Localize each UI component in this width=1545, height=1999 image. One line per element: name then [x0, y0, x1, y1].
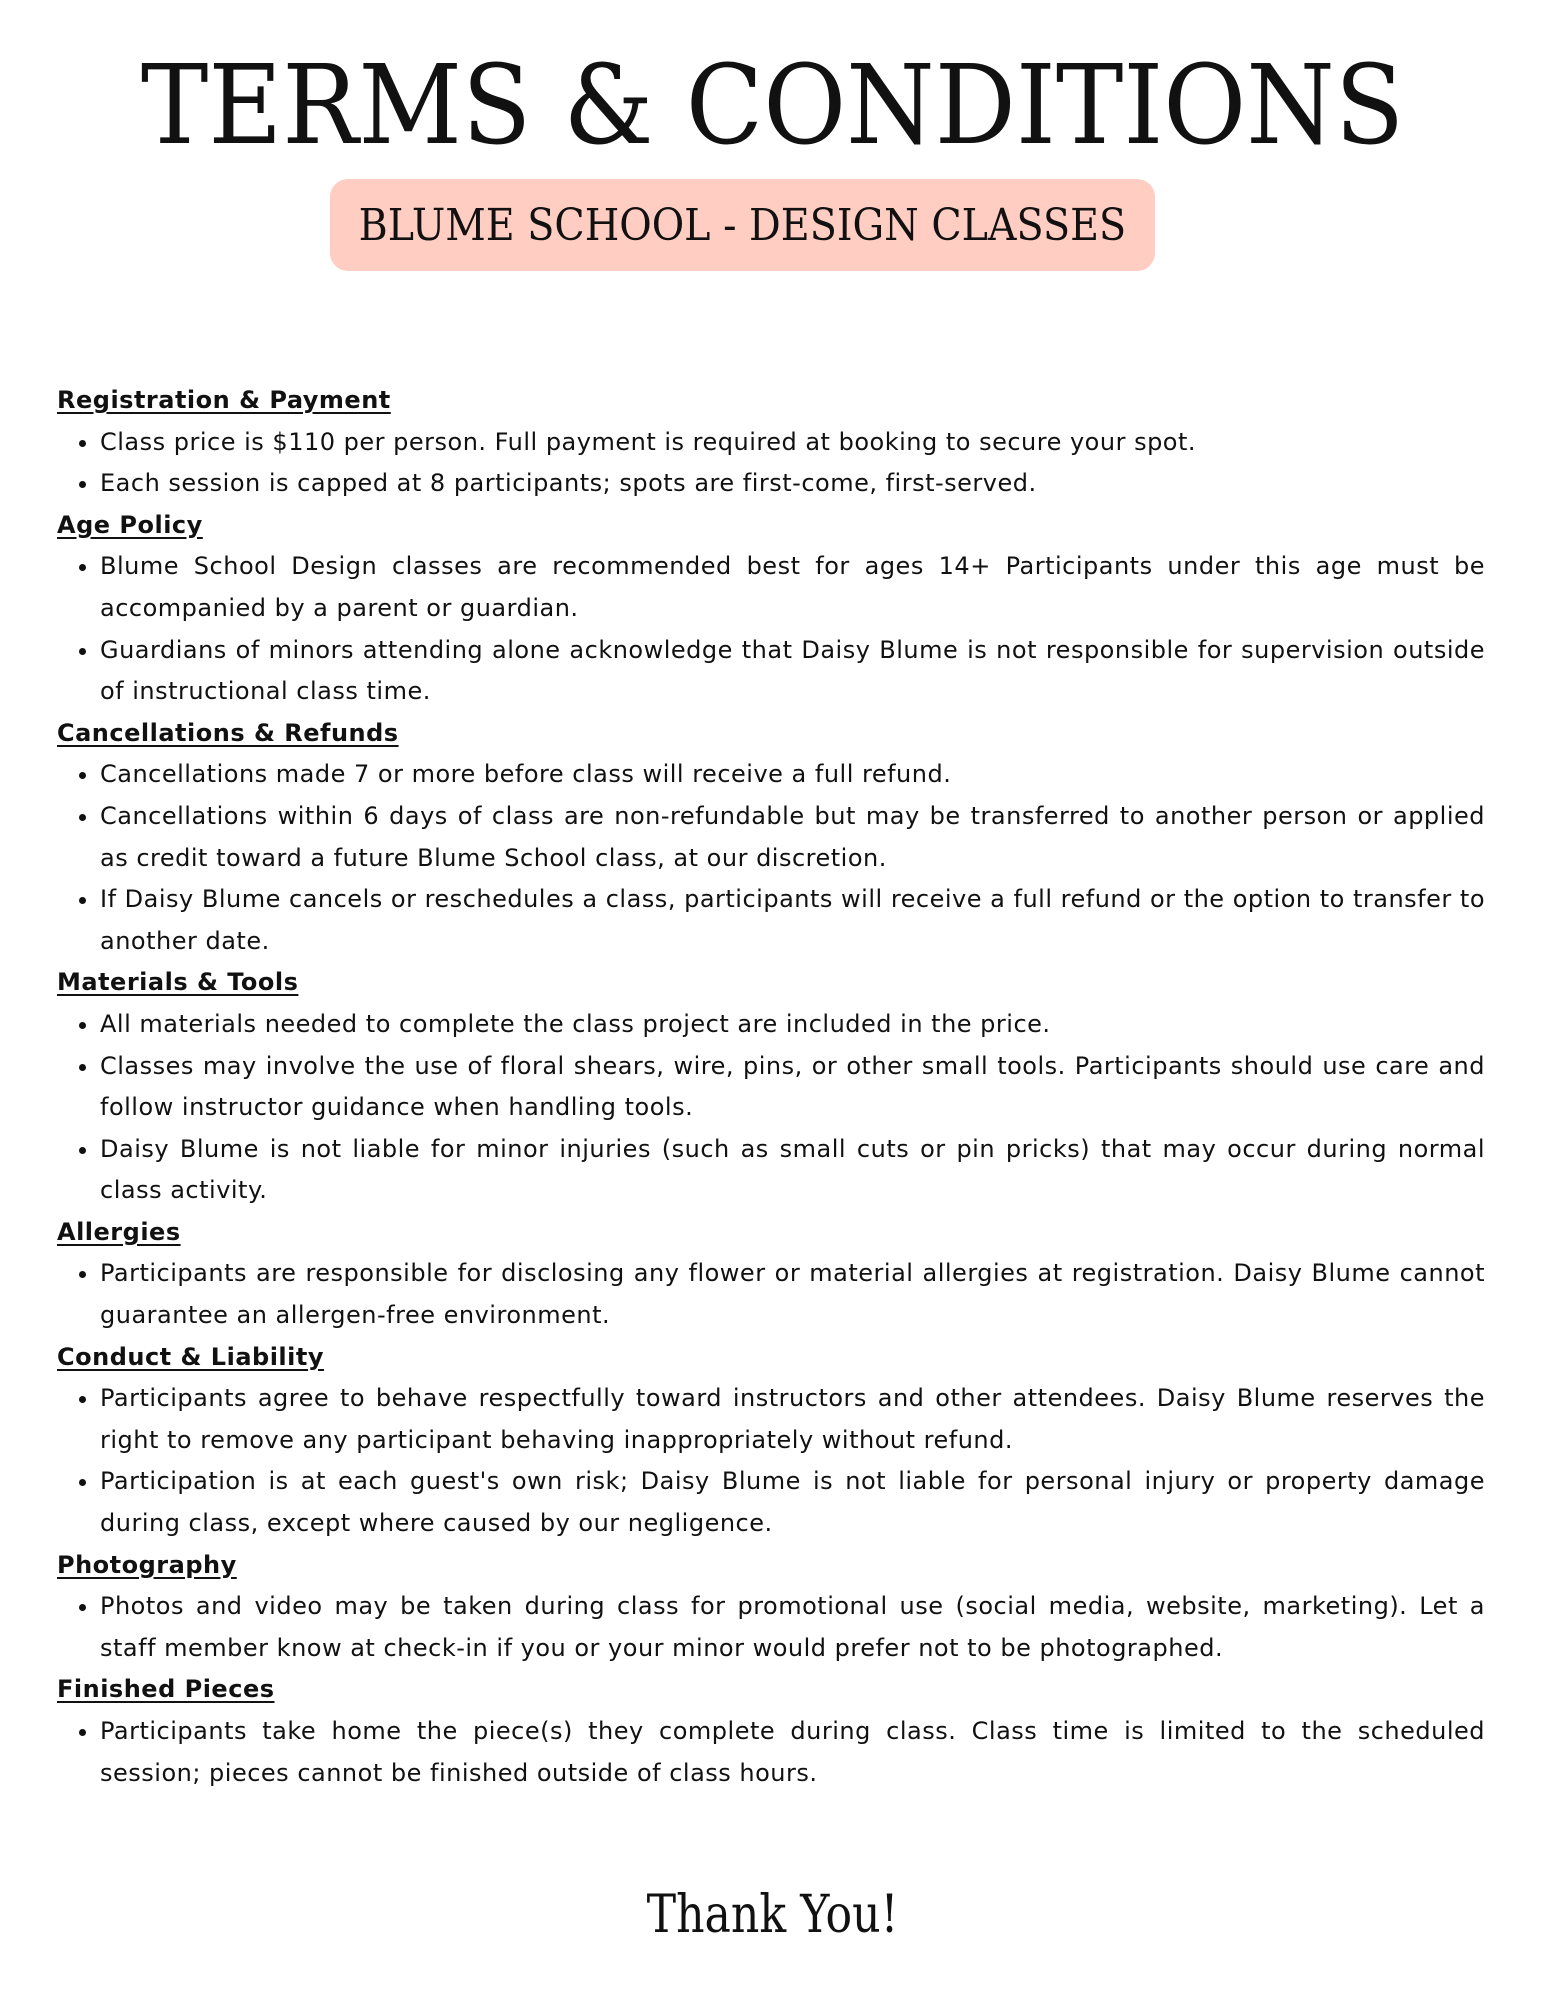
section-heading: Cancellations & Refunds — [57, 718, 399, 747]
list-item: • Daisy Blume is not liable for minor injuries (such as small cuts or pin pricks) that may occur during normal class activity. — [100, 1129, 1485, 1212]
list-item: • Participation is at each guest's own risk; Daisy Blume is not liable for personal injury or property damage during class, except where caused by our negligence. — [100, 1461, 1485, 1544]
section-heading: Conduct & Liability — [57, 1342, 324, 1371]
subtitle: BLUME SCHOOL - DESIGN CLASSES — [358, 199, 1127, 251]
list-item: • All materials needed to complete the class project are included in the price. — [100, 1004, 1485, 1046]
section-list — [57, 1004, 1485, 1212]
section-finished-pieces — [57, 1669, 1485, 1794]
list-item: • Each session is capped at 8 participants; spots are first-come, first-served. — [100, 463, 1485, 505]
list-item: • Cancellations made 7 or more before class will receive a full refund. — [100, 754, 1485, 796]
section-list — [57, 1586, 1485, 1669]
list-item: • Class price is $110 per person. Full payment is required at booking to secure your spot. — [100, 422, 1485, 464]
section-heading: Photography — [57, 1550, 237, 1579]
section-photography — [57, 1545, 1485, 1670]
subtitle-banner — [330, 179, 1155, 271]
section-materials-tools — [57, 962, 1485, 1212]
section-registration-payment — [57, 380, 1485, 505]
section-heading: Allergies — [57, 1217, 181, 1246]
list-item: • Cancellations within 6 days of class are non-refundable but may be transferred to another person or applied as credit toward a future Blume School class, at our discretion. — [100, 796, 1485, 879]
list-item: • Participants are responsible for disclosing any flower or material allergies at registration. Daisy Blume cannot guarantee an allergen-free environment. — [100, 1253, 1485, 1336]
list-item: • Blume School Design classes are recommended best for ages 14+ Participants under this age must be accompanied by a parent or guardian. — [100, 546, 1485, 629]
list-item: • Guardians of minors attending alone acknowledge that Daisy Blume is not responsible for supervision outside of instructional class time. — [100, 630, 1485, 713]
section-heading: Age Policy — [57, 510, 203, 539]
thank-you-footer: Thank You! — [646, 1885, 899, 1945]
list-item: • Participants agree to behave respectfully toward instructors and other attendees. Daisy Blume reserves the right to remove any participant behaving inappropriately without refund. — [100, 1378, 1485, 1461]
section-allergies — [57, 1212, 1485, 1337]
section-heading: Materials & Tools — [57, 968, 299, 997]
list-item: • If Daisy Blume cancels or reschedules a class, participants will receive a full refund or the option to transfer to another date. — [100, 879, 1485, 962]
page-title: TERMS & CONDITIONS — [140, 41, 1405, 169]
terms-content — [57, 380, 1485, 1794]
list-item: • Photos and video may be taken during class for promotional use (social media, website, marketing). Let a staff member know at check-in if you or your minor would prefer not to be photographed. — [100, 1586, 1485, 1669]
section-heading: Finished Pieces — [57, 1675, 275, 1704]
list-item: • Participants take home the piece(s) they complete during class. Class time is limited to the scheduled session; pieces cannot be finished outside of class hours. — [100, 1711, 1485, 1794]
section-list — [57, 754, 1485, 962]
list-item: • Classes may involve the use of floral shears, wire, pins, or other small tools. Participants should use care and follow instructor guidance when handling tools. — [100, 1046, 1485, 1129]
section-cancellations-refunds — [57, 713, 1485, 963]
section-list — [57, 546, 1485, 712]
section-list — [57, 1378, 1485, 1544]
section-heading: Registration & Payment — [57, 386, 391, 414]
section-list — [57, 1711, 1485, 1794]
section-list — [57, 1253, 1485, 1336]
section-conduct-liability — [57, 1337, 1485, 1545]
section-age-policy — [57, 505, 1485, 713]
section-list — [57, 422, 1485, 505]
